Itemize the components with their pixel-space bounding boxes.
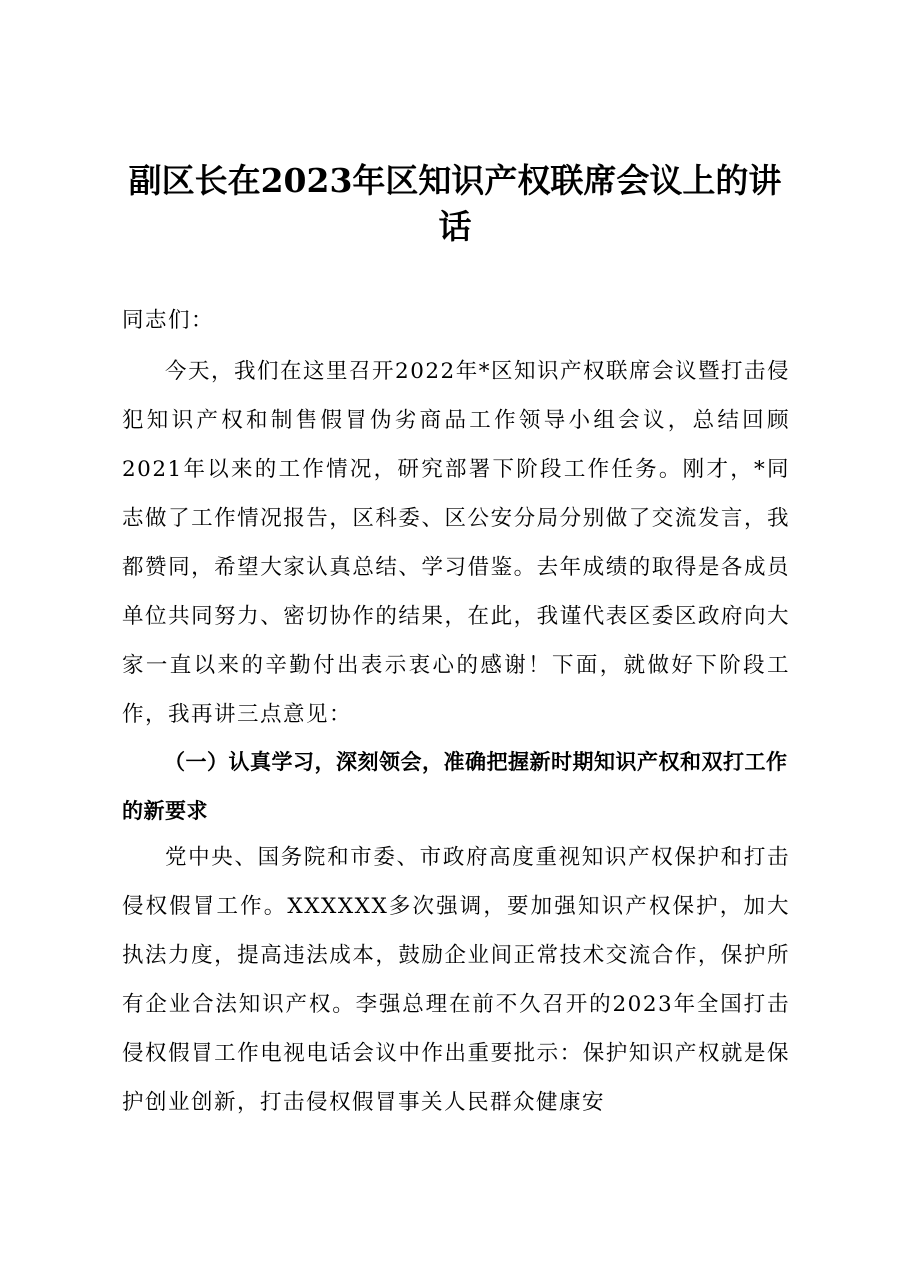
section-heading-1: （一）认真学习，深刻领会，准确把握新时期知识产权和双打工作的新要求	[122, 750, 788, 823]
paragraph-section-1: 党中央、国务院和市委、市政府高度重视知识产权保护和打击侵权假冒工作。XXXXXX多次强调，要加强知识产权保护，加大执法力度，提高违法成本，鼓励企业间正常技术交流合作，保护所有企业合法知识产权。李强总理在前不久召开的2023年全国打击侵权假冒工作电视电话会议中作出重要批示：保护知识产权就是保护创业创新，打击侵权假冒事关人民群众健康安	[122, 845, 790, 1115]
salutation: 同志们：	[122, 308, 215, 333]
document-title: 副区长在2023年区知识产权联席会议上的讲话	[128, 161, 782, 246]
paragraph-intro: 今天，我们在这里召开2022年*区知识产权联席会议暨打击侵犯知识产权和制售假冒伪劣商品工作领导小组会议，总结回顾2021年以来的工作情况，研究部署下阶段工作任务。刚才，*同志做了工作情况报告，区科委、区公安分局分别做了交流发言，我都赞同，希望大家认真总结、学习借鉴。去年成绩的取得是各成员单位共同努力、密切协作的结果，在此，我谨代表区委区政府向大家一直以来的辛勤付出表示衷心的感谢！下面，就做好下阶段工作，我再讲三点意见：	[122, 359, 790, 727]
